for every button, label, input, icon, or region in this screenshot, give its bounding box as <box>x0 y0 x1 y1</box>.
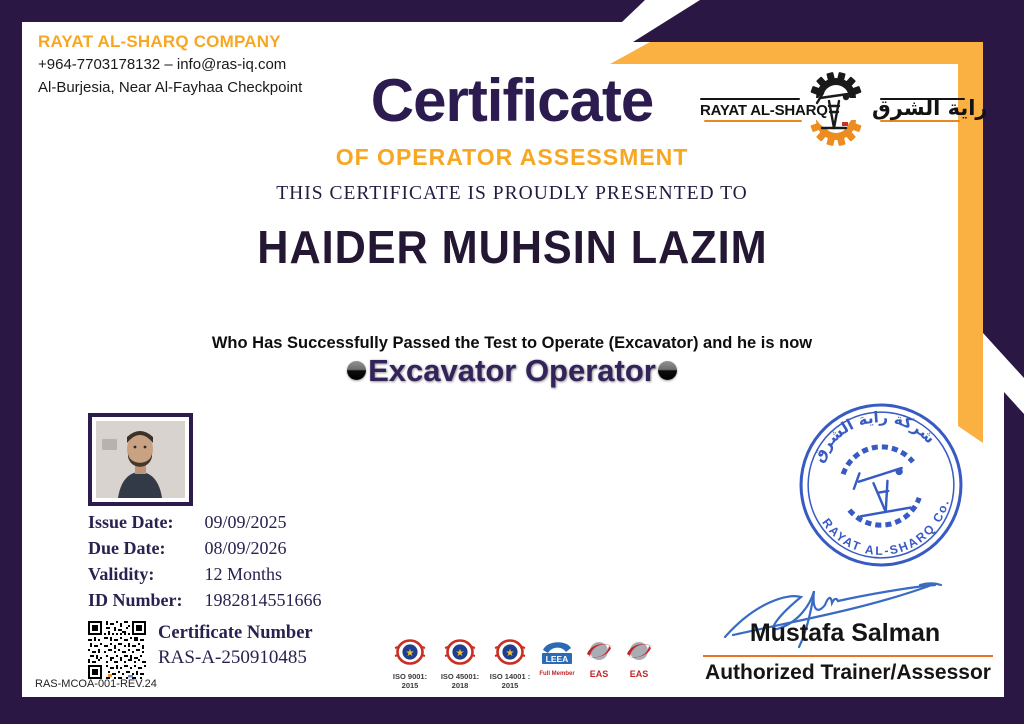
leea-logo-icon <box>539 639 575 666</box>
border-top <box>0 0 645 22</box>
signature-rule <box>703 655 993 657</box>
company-contact: +964-7703178132 – info@ras-iq.com <box>38 56 287 73</box>
operator-role-line <box>0 353 1024 389</box>
detail-value: 1982814551666 <box>204 590 322 610</box>
sphere-bullet-icon <box>658 361 677 380</box>
star-icon: ★ <box>405 647 415 659</box>
certificate-number-label: Certificate Number <box>158 623 313 643</box>
signer-role: Authorized Trainer/Assessor <box>705 661 991 684</box>
accreditation-badges <box>388 639 656 690</box>
detail-value: 12 Months <box>204 564 283 584</box>
recipient-name: HAIDER MUHSIN LAZIM <box>256 221 768 273</box>
logo-arabic-text: راية الشرق <box>872 96 988 120</box>
detail-row-due-date <box>88 538 322 564</box>
svg-text:شركة راية الشرق <box>803 401 941 468</box>
star-icon: ★ <box>455 647 465 659</box>
detail-row-issue-date <box>88 512 322 538</box>
company-stamp <box>797 401 965 574</box>
detail-row-validity <box>88 564 322 590</box>
badge-eas-1: EAS <box>582 639 616 679</box>
detail-row-id-number <box>88 590 322 616</box>
logo-latin-text: RAYAT AL-SHARQ <box>700 102 828 119</box>
certificate-number-value: RAS-A-250910485 <box>158 647 307 668</box>
badge-eas-2: EAS <box>622 639 656 679</box>
qr-code <box>88 621 146 684</box>
badge-iso-9001: ★ ISO 9001: 2015 <box>388 639 432 690</box>
eas-logo-icon <box>624 639 654 663</box>
signer-name: Mustafa Salman <box>749 619 941 647</box>
badge-leea: LEEA Full Member <box>538 639 576 678</box>
iso-badge-icon <box>494 639 526 666</box>
certificate-title: Certificate <box>370 67 654 134</box>
border-bottom <box>0 697 1024 724</box>
stamp-latin-text: RAYAT AL-SHARQ Co. <box>819 497 953 558</box>
detail-value: 09/09/2025 <box>204 512 287 532</box>
svg-text:LEEA: LEEA <box>545 654 569 664</box>
detail-label: ID Number: <box>88 590 183 610</box>
badge-iso-45001: ★ ISO 45001: 2018 <box>438 639 482 690</box>
detail-label: Validity: <box>88 564 155 584</box>
company-name: RAYAT AL-SHARQ COMPANY <box>38 32 281 51</box>
presented-line: THIS CERTIFICATE IS PROUDLY PRESENTED TO <box>276 183 748 204</box>
star-icon: ★ <box>505 647 515 659</box>
detail-label: Issue Date: <box>88 512 174 532</box>
details-list <box>88 512 322 616</box>
border-right-lower <box>1004 392 1024 724</box>
company-address: Al-Burjesia, Near Al-Fayhaa Checkpoint <box>38 79 303 96</box>
recipient-photo <box>88 413 193 506</box>
iso-badge-icon <box>444 639 476 666</box>
portrait-image <box>96 421 185 498</box>
stamp-arabic-text: شركة راية الشرق <box>809 408 939 466</box>
certificate-subtitle: OF OPERATOR ASSESSMENT <box>335 144 689 170</box>
eas-logo-icon <box>584 639 614 663</box>
badge-iso-14001: ★ ISO 14001 : 2015 <box>488 639 532 690</box>
sphere-bullet-icon <box>347 361 366 380</box>
achievement-statement: Who Has Successfully Passed the Test to Operate (Excavator) and he is now <box>211 334 813 352</box>
document-code: RAS-MCOA-001-REV.24 <box>35 678 157 690</box>
detail-value: 08/09/2026 <box>204 538 287 558</box>
iso-badge-icon <box>394 639 426 666</box>
detail-label: Due Date: <box>88 538 166 558</box>
certificate-number-block <box>158 623 313 669</box>
corner-band-purple <box>620 0 1024 42</box>
operator-role: Excavator Operator <box>368 353 656 388</box>
